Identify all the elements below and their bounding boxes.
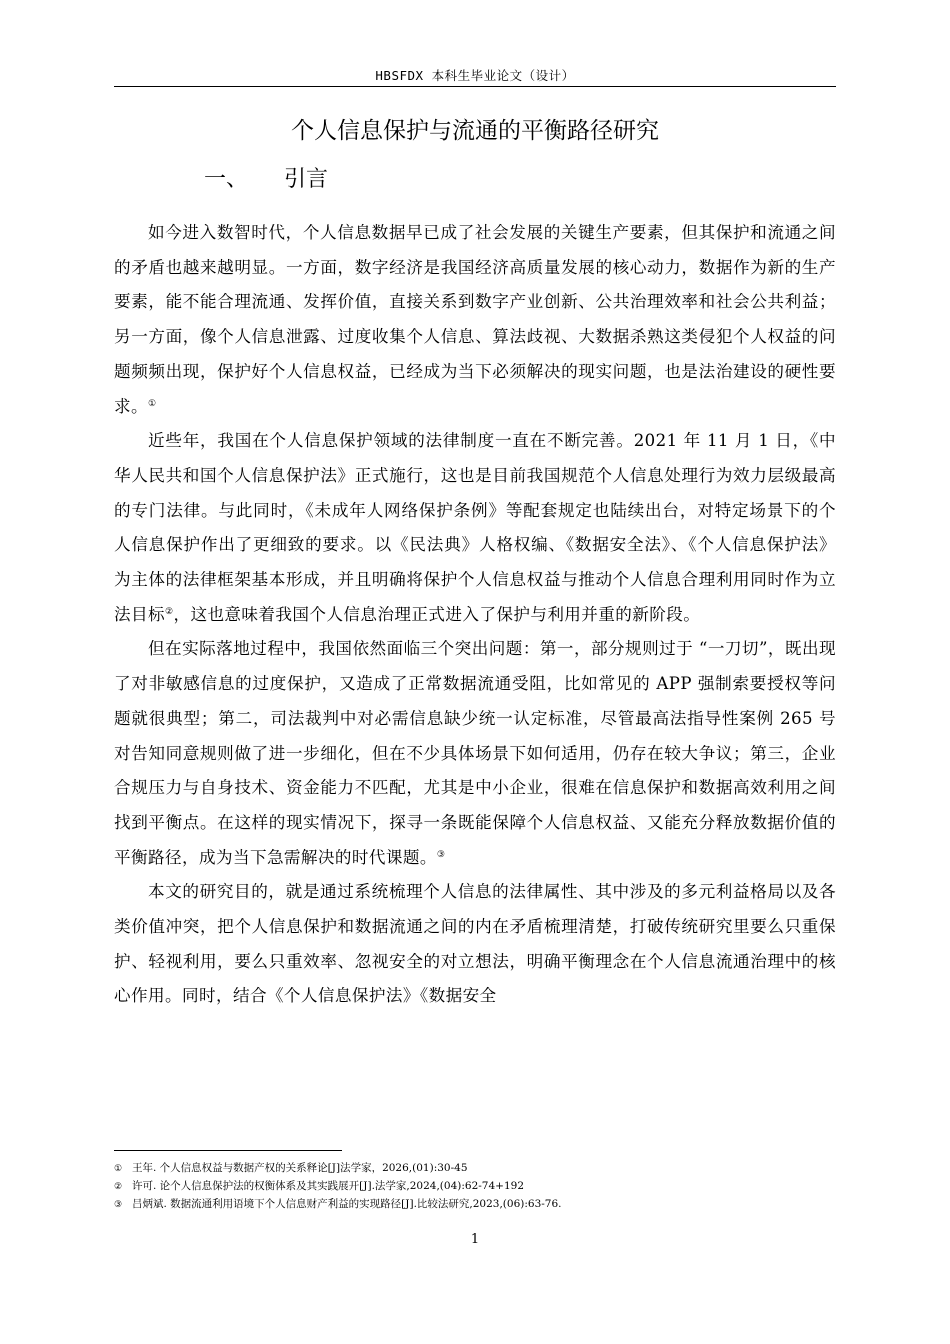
- paragraph-2: [114, 424, 836, 632]
- footnote-1: [114, 1160, 836, 1178]
- paragraph-text: ，这也意味着我国个人信息治理正式进入了保护与利用并重的新阶段。: [173, 604, 701, 624]
- paragraph-text: 本文的研究目的，就是通过系统梳理个人信息的法律属性、其中涉及的多元利益格局以及各类价值冲突，把个人信息保护和数据流通之间的内在矛盾梳理清楚，打破传统研究里要么只重保护、轻视利用，要么只重效率、忽视安全的对立想法，明确平衡理念在个人信息流通治理中的核心作用。同时，结合《个人信息保护法》《数据安全: [114, 882, 836, 1006]
- paragraph-4: [114, 875, 836, 1014]
- footnote-mark: ①: [114, 1164, 123, 1174]
- section-number: 一、: [204, 167, 249, 192]
- body-text: [114, 216, 836, 1014]
- page-number: 1: [470, 1232, 480, 1247]
- footnote-ref-2[interactable]: ②: [164, 606, 174, 617]
- footnote-rule: [114, 1150, 342, 1151]
- paragraph-text: 近些年，我国在个人信息保护领域的法律制度一直在不断完善。2021 年 11 月 1 日，《中华人民共和国个人信息保护法》正式施行，这也是目前我国规范个人信息处理行为效力层级最高的专门法律。与此同时，《未成年人网络保护条例》等配套规定也陆续出台，对特定场景下的个人信息保护作出了更细致的要求。以《民法典》人格权编、《数据安全法》、《个人信息保护法》为主体的法律框架基本形成，并且明确将保护个人信息权益与推动个人信息合理利用同时作为立法目标: [114, 431, 836, 624]
- footnote-text: 许可. 论个人信息保护法的权衡体系及其实践展开[J].法学家,2024,(04):62-74+192: [132, 1180, 525, 1192]
- paragraph-3: [114, 632, 836, 875]
- footnote-text: 吕炳斌. 数据流通利用语境下个人信息财产利益的实现路径[J].比较法研究,2023,(06):63-76.: [132, 1198, 562, 1210]
- document-title: 个人信息保护与流通的平衡路径研究: [291, 118, 659, 144]
- footnote-mark: ③: [114, 1200, 123, 1210]
- footnote-2: [114, 1178, 836, 1196]
- header-rule: [114, 86, 836, 87]
- footnote-mark: ②: [114, 1182, 123, 1192]
- footnote-text: 王年. 个人信息权益与数据产权的关系释论[J]法学家，2026,(01):30-45: [132, 1162, 468, 1174]
- paragraph-text: 如今进入数智时代，个人信息数据早已成了社会发展的关键生产要素，但其保护和流通之间的矛盾也越来越明显。一方面，数字经济是我国经济高质量发展的核心动力，数据作为新的生产要素，能不能合理流通、发挥价值，直接关系到数字产业创新、公共治理效率和社会公共利益；另一方面，像个人信息泄露、过度收集个人信息、算法歧视、大数据杀熟这类侵犯个人权益的问题频频出现，保护好个人信息权益，已经成为当下必须解决的现实问题，也是法治建设的硬性要求。: [114, 223, 836, 416]
- footnote-ref-1[interactable]: ①: [148, 398, 157, 409]
- running-header: HBSFDX 本科生毕业论文（设计）: [375, 68, 575, 83]
- footnote-ref-3[interactable]: ③: [436, 849, 446, 860]
- section-heading-text: 引言: [284, 167, 329, 192]
- footnotes: [114, 1160, 836, 1214]
- section-heading: [204, 164, 328, 196]
- paragraph-1: [114, 216, 836, 424]
- footnote-3: [114, 1196, 836, 1214]
- paragraph-text: 但在实际落地过程中，我国依然面临三个突出问题：第一，部分规则过于 “一刀切”，既出现了对非敏感信息的过度保护，又造成了正常数据流通受阻，比如常见的 APP 强制索要授权等问题就很典型；第二，司法裁判中对必需信息缺少统一认定标准，尽管最高法指导性案例 265 号对告知同意规则做了进一步细化，但在不少具体场景下如何适用，仍存在较大争议；第三，企业合规压力与自身技术、资金能力不匹配，尤其是中小企业，很难在信息保护和数据高效利用之间找到平衡点。在这样的现实情况下，探寻一条既能保障个人信息权益、又能充分释放数据价值的平衡路径，成为当下急需解决的时代课题。: [114, 639, 836, 867]
